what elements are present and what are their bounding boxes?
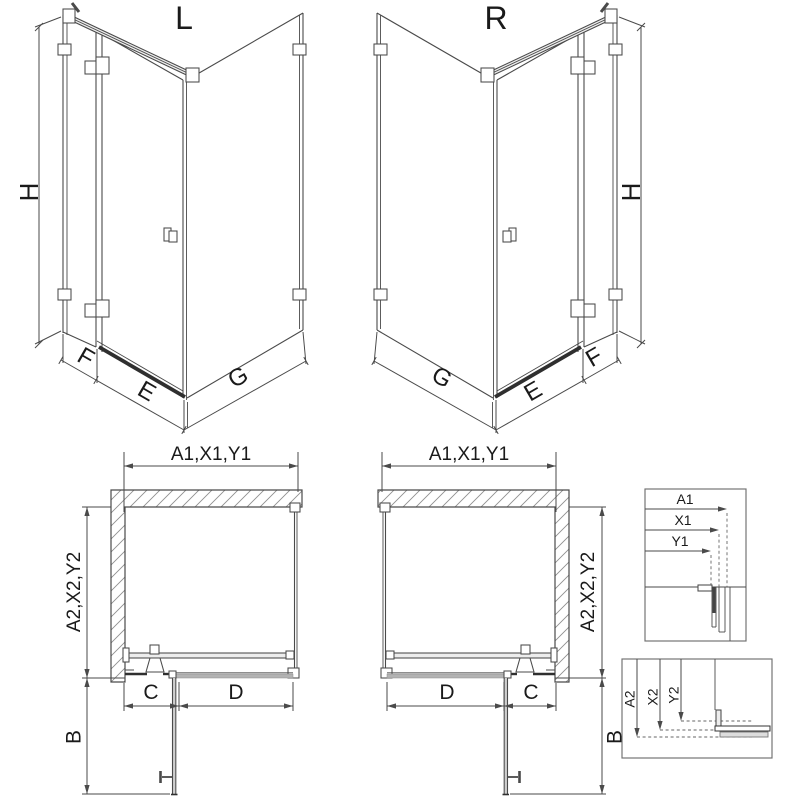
dim-label-e: E bbox=[133, 375, 161, 408]
dim-label-depth: A2,X2,Y2 bbox=[64, 551, 86, 633]
dim-label-d: D bbox=[228, 681, 244, 704]
support-bar-wall-clamp bbox=[63, 9, 75, 23]
wall-bracket bbox=[293, 289, 306, 300]
dim-label-b: B bbox=[62, 729, 86, 745]
door-open-plan bbox=[161, 678, 178, 795]
glass-door bbox=[494, 34, 584, 400]
door-handle bbox=[508, 771, 520, 783]
dimension-height-l bbox=[14, 17, 61, 348]
l-variant-3d-view bbox=[14, 0, 308, 434]
wall-profile-section bbox=[715, 710, 770, 737]
dim-label-f: F bbox=[581, 342, 608, 373]
support-bar-corner-fitting bbox=[386, 651, 394, 659]
dim-label-width: A1,X1,Y1 bbox=[170, 444, 252, 465]
dim-label-f: F bbox=[72, 342, 99, 373]
dim-label-c: C bbox=[523, 681, 539, 704]
dim-label-b: B bbox=[603, 729, 627, 745]
hinge-bracket bbox=[516, 658, 534, 672]
support-bar-wall-clamp bbox=[123, 648, 129, 662]
detail-label-a1: A1 bbox=[676, 491, 694, 507]
detail-label-a2: A2 bbox=[621, 690, 638, 708]
support-bar-corner-fitting bbox=[286, 651, 294, 659]
r-variant-plan-view bbox=[378, 444, 627, 795]
support-bar-corner-fitting bbox=[186, 68, 199, 82]
support-bar-plan bbox=[386, 645, 557, 672]
door-threshold-rail bbox=[387, 674, 504, 678]
door-hinge-top bbox=[85, 57, 109, 74]
r-variant-3d-view bbox=[372, 0, 646, 434]
door-hinge-top bbox=[571, 57, 595, 74]
dimension-door-r bbox=[493, 376, 585, 434]
detail-label-y1: Y1 bbox=[671, 533, 689, 549]
dim-label-d: D bbox=[439, 681, 455, 704]
dimension-door-l bbox=[96, 376, 188, 434]
dim-label-e: E bbox=[519, 375, 547, 408]
dimension-return-panel-r bbox=[372, 332, 496, 430]
dim-label-h: H bbox=[615, 182, 646, 202]
variant-label-l: L bbox=[175, 0, 193, 36]
door-pivot bbox=[504, 671, 511, 678]
glass-return-panel bbox=[187, 13, 303, 398]
dim-label-width: A1,X1,Y1 bbox=[428, 444, 510, 465]
door-handle bbox=[161, 771, 173, 783]
detail-label-x2: X2 bbox=[644, 688, 661, 706]
detail-label-y2: Y2 bbox=[665, 686, 682, 704]
support-bar-wall-clamp bbox=[605, 9, 617, 23]
wall-bracket bbox=[58, 44, 71, 55]
dimension-side-panel-r bbox=[581, 334, 621, 384]
width-measurement-detail bbox=[645, 489, 746, 641]
wall-bracket bbox=[609, 289, 622, 300]
dimension-segments-r bbox=[387, 681, 556, 711]
support-bar-corner-fitting bbox=[481, 68, 494, 82]
dim-label-depth: A2,X2,Y2 bbox=[578, 551, 600, 633]
wall-bracket bbox=[609, 44, 622, 55]
wall-bracket bbox=[293, 44, 306, 55]
glass-door bbox=[97, 34, 187, 400]
depth-measurement-detail bbox=[622, 659, 772, 758]
support-bar-wall-clamp bbox=[551, 648, 557, 662]
wall-bracket bbox=[374, 44, 387, 55]
door-open-plan bbox=[503, 678, 520, 795]
support-bar-plan bbox=[123, 645, 294, 672]
dimension-return-panel-l bbox=[184, 332, 308, 430]
door-hinge-bottom bbox=[571, 300, 595, 317]
wall-bracket bbox=[374, 289, 387, 300]
door-hinge-bottom bbox=[85, 300, 109, 317]
l-variant-plan-view bbox=[63, 444, 302, 795]
dimension-side-panel-l bbox=[59, 334, 99, 384]
dim-label-h: H bbox=[13, 182, 44, 202]
dimension-segments-l bbox=[124, 681, 293, 711]
wall-profile-section bbox=[698, 585, 730, 641]
detail-label-x1: X1 bbox=[674, 512, 692, 528]
wall-bracket bbox=[58, 289, 71, 300]
dim-label-g: G bbox=[426, 361, 457, 394]
door-handle bbox=[164, 228, 177, 242]
glass-return-panel bbox=[377, 13, 493, 398]
wall-bracket bbox=[380, 503, 390, 512]
door-threshold-rail bbox=[176, 674, 293, 678]
door-pivot bbox=[169, 671, 176, 678]
dim-label-g: G bbox=[223, 361, 254, 394]
dim-label-c: C bbox=[143, 681, 159, 704]
wall-bracket bbox=[290, 503, 300, 512]
hinge-bracket bbox=[146, 658, 164, 672]
door-handle bbox=[503, 228, 516, 242]
variant-label-r: R bbox=[484, 0, 508, 36]
